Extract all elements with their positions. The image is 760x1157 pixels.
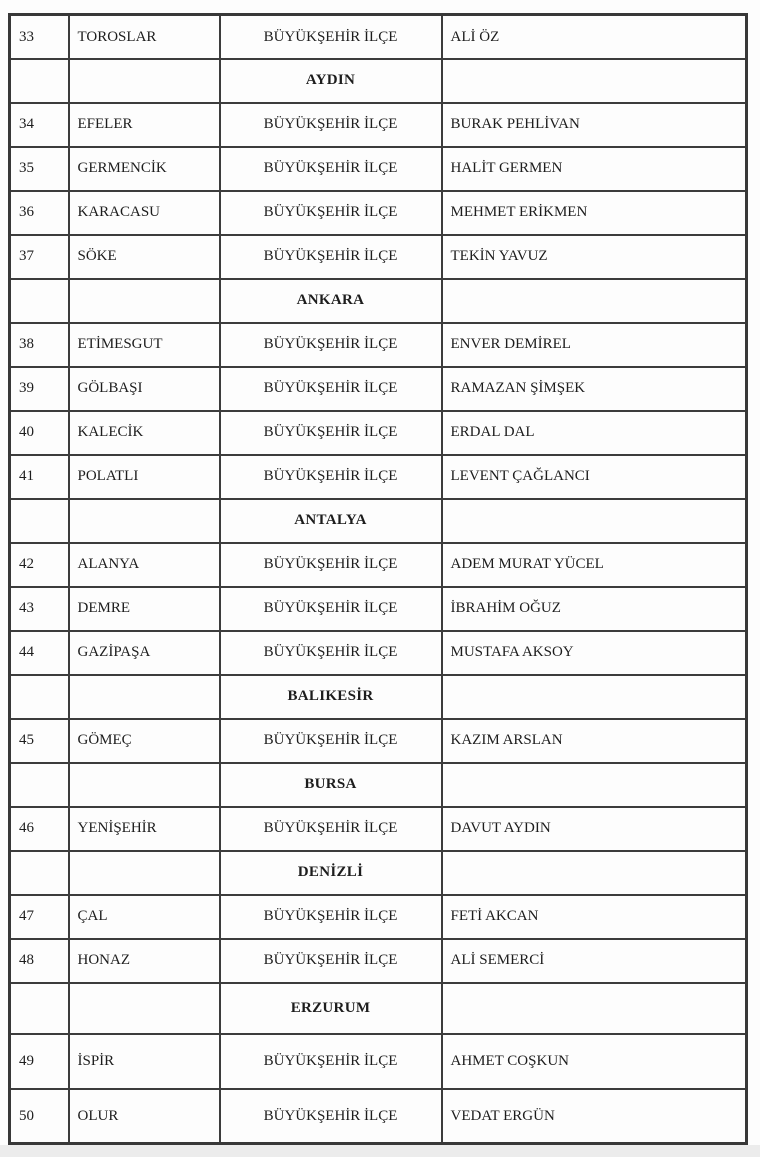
table-body [10, 15, 747, 1144]
municipality-type-cell: BÜYÜKŞEHİR İLÇE [220, 631, 442, 675]
empty-mayor-cell [442, 59, 747, 103]
row-number-cell: 42 [10, 543, 69, 587]
municipality-type-cell: BÜYÜKŞEHİR İLÇE [220, 323, 442, 367]
page-bottom-strip [0, 1145, 760, 1157]
district-cell: EFELER [69, 103, 220, 147]
empty-mayor-cell [442, 983, 747, 1034]
row-number-cell: 48 [10, 939, 69, 983]
table-row [10, 543, 747, 587]
row-number-cell: 47 [10, 895, 69, 939]
mayor-name-cell: MEHMET ERİKMEN [442, 191, 747, 235]
municipality-type-cell: BÜYÜKŞEHİR İLÇE [220, 1089, 442, 1144]
row-number-cell: 33 [10, 15, 69, 59]
municipality-type-cell: BÜYÜKŞEHİR İLÇE [220, 147, 442, 191]
row-number-cell: 35 [10, 147, 69, 191]
municipality-type-cell: BÜYÜKŞEHİR İLÇE [220, 411, 442, 455]
table-row [10, 147, 747, 191]
row-number-cell: 49 [10, 1034, 69, 1089]
empty-district-cell [69, 59, 220, 103]
empty-number-cell [10, 59, 69, 103]
empty-district-cell [69, 763, 220, 807]
row-number-cell: 43 [10, 587, 69, 631]
municipality-type-cell: BÜYÜKŞEHİR İLÇE [220, 587, 442, 631]
empty-mayor-cell [442, 763, 747, 807]
row-number-cell: 34 [10, 103, 69, 147]
province-name-cell: AYDIN [220, 59, 442, 103]
district-cell: GERMENCİK [69, 147, 220, 191]
district-cell: SÖKE [69, 235, 220, 279]
province-header-row [10, 763, 747, 807]
empty-mayor-cell [442, 851, 747, 895]
empty-mayor-cell [442, 279, 747, 323]
mayor-name-cell: ADEM MURAT YÜCEL [442, 543, 747, 587]
municipality-type-cell: BÜYÜKŞEHİR İLÇE [220, 543, 442, 587]
row-number-cell: 44 [10, 631, 69, 675]
mayor-name-cell: RAMAZAN ŞİMŞEK [442, 367, 747, 411]
municipality-type-cell: BÜYÜKŞEHİR İLÇE [220, 719, 442, 763]
row-number-cell: 37 [10, 235, 69, 279]
table-row [10, 895, 747, 939]
table-row [10, 719, 747, 763]
district-cell: ÇAL [69, 895, 220, 939]
province-name-cell: ANTALYA [220, 499, 442, 543]
table-row [10, 939, 747, 983]
province-header-row [10, 983, 747, 1034]
empty-number-cell [10, 763, 69, 807]
mayor-name-cell: ERDAL DAL [442, 411, 747, 455]
province-header-row [10, 279, 747, 323]
district-cell: YENİŞEHİR [69, 807, 220, 851]
district-cell: OLUR [69, 1089, 220, 1144]
empty-mayor-cell [442, 675, 747, 719]
district-cell: ETİMESGUT [69, 323, 220, 367]
table-row [10, 411, 747, 455]
province-header-row [10, 675, 747, 719]
table-row [10, 807, 747, 851]
table-row [10, 587, 747, 631]
mayor-name-cell: AHMET COŞKUN [442, 1034, 747, 1089]
table-row [10, 455, 747, 499]
empty-district-cell [69, 851, 220, 895]
district-cell: KARACASU [69, 191, 220, 235]
municipality-type-cell: BÜYÜKŞEHİR İLÇE [220, 895, 442, 939]
province-name-cell: BURSA [220, 763, 442, 807]
district-cell: DEMRE [69, 587, 220, 631]
table-row [10, 1089, 747, 1144]
row-number-cell: 40 [10, 411, 69, 455]
province-name-cell: BALIKESİR [220, 675, 442, 719]
district-cell: KALECİK [69, 411, 220, 455]
province-header-row [10, 851, 747, 895]
mayor-name-cell: ALİ ÖZ [442, 15, 747, 59]
table-row [10, 631, 747, 675]
mayor-name-cell: VEDAT ERGÜN [442, 1089, 747, 1144]
row-number-cell: 41 [10, 455, 69, 499]
empty-number-cell [10, 675, 69, 719]
mayor-name-cell: DAVUT AYDIN [442, 807, 747, 851]
empty-district-cell [69, 983, 220, 1034]
empty-mayor-cell [442, 499, 747, 543]
district-cell: POLATLI [69, 455, 220, 499]
table-row [10, 235, 747, 279]
district-cell: GÖLBAŞI [69, 367, 220, 411]
municipality-type-cell: BÜYÜKŞEHİR İLÇE [220, 939, 442, 983]
empty-number-cell [10, 499, 69, 543]
empty-district-cell [69, 499, 220, 543]
district-cell: İSPİR [69, 1034, 220, 1089]
district-cell: GAZİPAŞA [69, 631, 220, 675]
municipality-type-cell: BÜYÜKŞEHİR İLÇE [220, 807, 442, 851]
table-row [10, 1034, 747, 1089]
table-row [10, 323, 747, 367]
empty-number-cell [10, 983, 69, 1034]
mayor-name-cell: FETİ AKCAN [442, 895, 747, 939]
mayor-name-cell: ENVER DEMİREL [442, 323, 747, 367]
empty-number-cell [10, 279, 69, 323]
province-name-cell: ERZURUM [220, 983, 442, 1034]
row-number-cell: 50 [10, 1089, 69, 1144]
table-row [10, 367, 747, 411]
province-name-cell: ANKARA [220, 279, 442, 323]
municipality-type-cell: BÜYÜKŞEHİR İLÇE [220, 367, 442, 411]
row-number-cell: 38 [10, 323, 69, 367]
row-number-cell: 45 [10, 719, 69, 763]
row-number-cell: 36 [10, 191, 69, 235]
mayor-name-cell: İBRAHİM OĞUZ [442, 587, 747, 631]
row-number-cell: 39 [10, 367, 69, 411]
municipality-table [8, 13, 748, 1145]
mayor-name-cell: HALİT GERMEN [442, 147, 747, 191]
province-header-row [10, 499, 747, 543]
mayor-name-cell: KAZIM ARSLAN [442, 719, 747, 763]
empty-district-cell [69, 279, 220, 323]
district-cell: TOROSLAR [69, 15, 220, 59]
mayor-name-cell: LEVENT ÇAĞLANCI [442, 455, 747, 499]
municipality-type-cell: BÜYÜKŞEHİR İLÇE [220, 191, 442, 235]
province-header-row [10, 59, 747, 103]
mayor-name-cell: MUSTAFA AKSOY [442, 631, 747, 675]
empty-number-cell [10, 851, 69, 895]
district-cell: ALANYA [69, 543, 220, 587]
municipality-type-cell: BÜYÜKŞEHİR İLÇE [220, 1034, 442, 1089]
table-row [10, 103, 747, 147]
table-row [10, 191, 747, 235]
empty-district-cell [69, 675, 220, 719]
mayor-name-cell: BURAK PEHLİVAN [442, 103, 747, 147]
municipality-type-cell: BÜYÜKŞEHİR İLÇE [220, 455, 442, 499]
mayor-name-cell: TEKİN YAVUZ [442, 235, 747, 279]
district-cell: HONAZ [69, 939, 220, 983]
mayor-name-cell: ALİ SEMERCİ [442, 939, 747, 983]
row-number-cell: 46 [10, 807, 69, 851]
province-name-cell: DENİZLİ [220, 851, 442, 895]
municipality-type-cell: BÜYÜKŞEHİR İLÇE [220, 15, 442, 59]
district-cell: GÖMEÇ [69, 719, 220, 763]
table-row [10, 15, 747, 59]
municipality-type-cell: BÜYÜKŞEHİR İLÇE [220, 235, 442, 279]
municipality-type-cell: BÜYÜKŞEHİR İLÇE [220, 103, 442, 147]
